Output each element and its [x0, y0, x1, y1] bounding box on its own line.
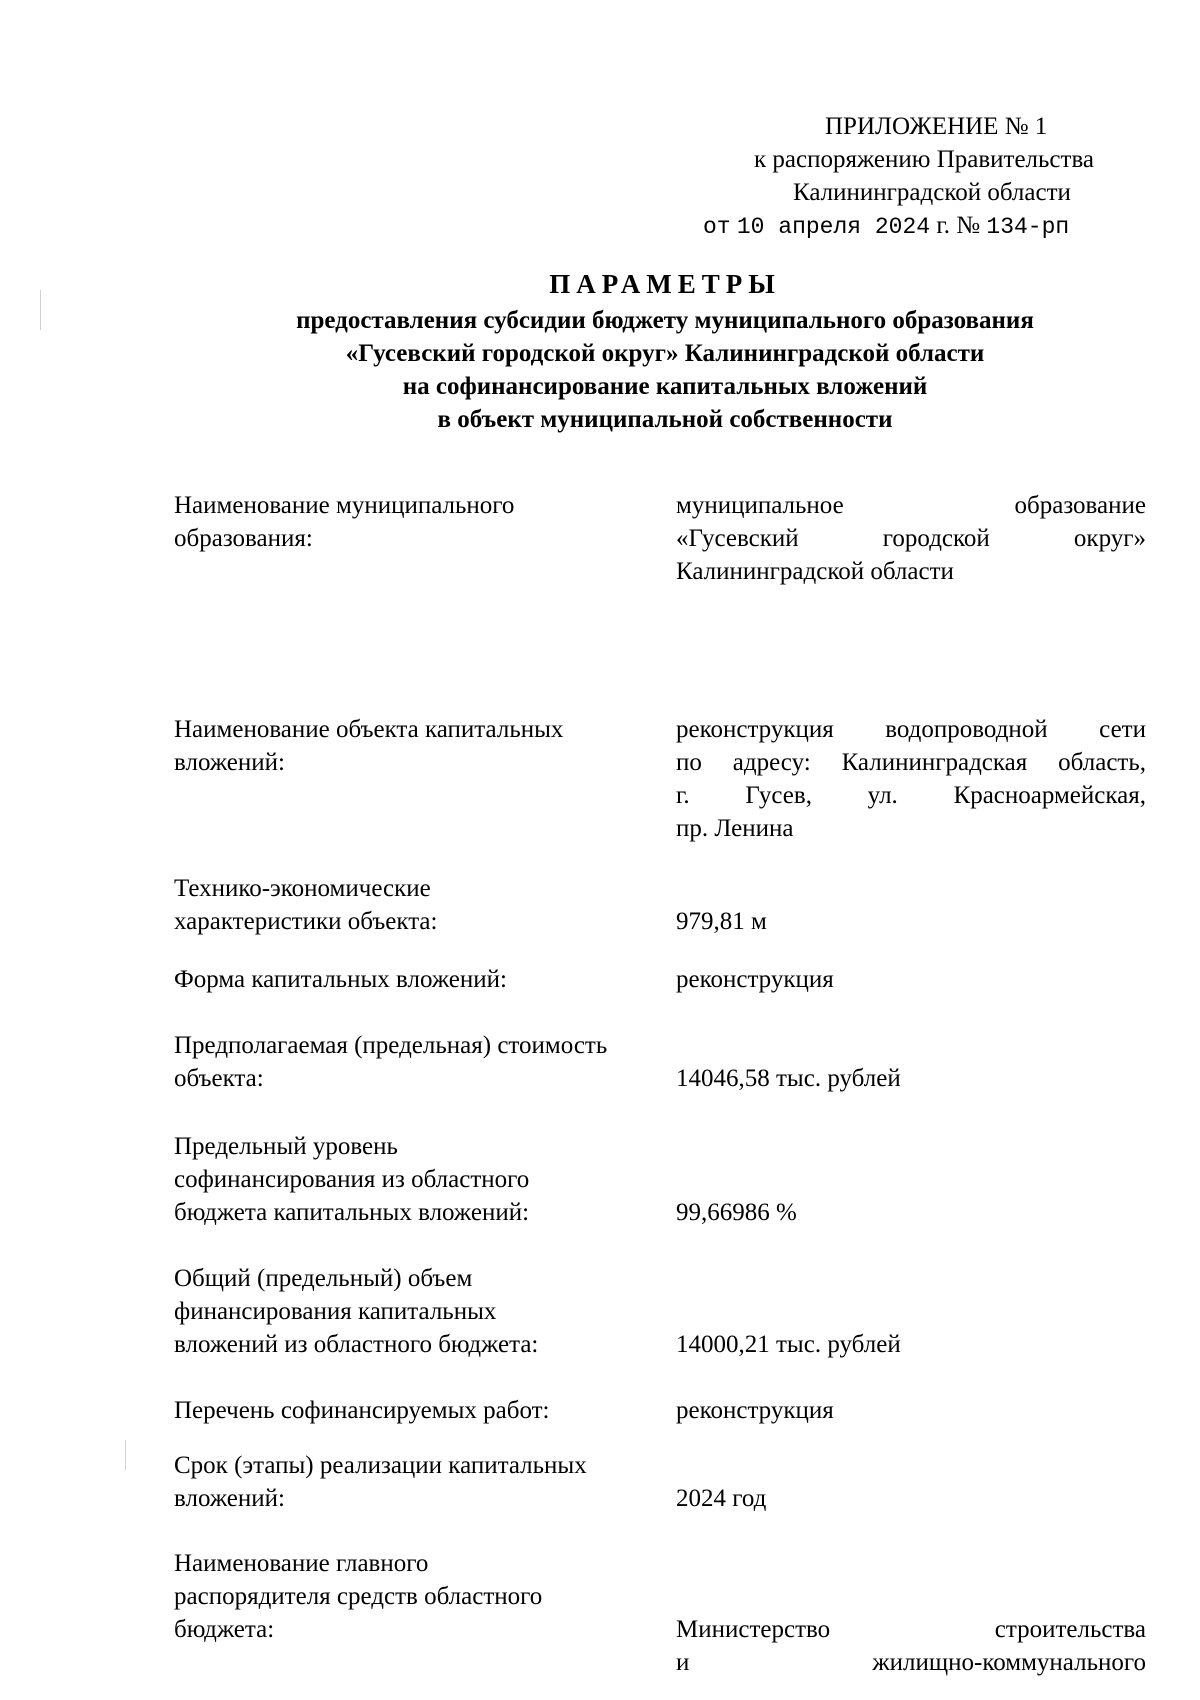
- label-line: финансирования капитальных: [174, 1298, 497, 1325]
- label-line: вложений из областного бюджета:: [174, 1331, 539, 1358]
- document-number: 134-рп: [986, 214, 1070, 240]
- label-line: Наименование объекта капитальных: [174, 716, 564, 743]
- date-prefix: от: [703, 214, 731, 240]
- value-line: муниципальное образование: [676, 492, 1146, 519]
- date-value: 10 апреля 2024: [736, 214, 931, 240]
- value-line: по адресу: Калининградская область,: [676, 749, 1146, 776]
- label-line: бюджета:: [174, 1616, 275, 1643]
- label-line: объекта:: [174, 1065, 264, 1092]
- value-line: пр. Ленина: [676, 815, 794, 842]
- label-line: вложений:: [174, 749, 285, 776]
- parameter-row-chief-administrator: [174, 1547, 1154, 1676]
- label-line: Предполагаемая (предельная) стоимость: [174, 1032, 608, 1059]
- value-line: Министерство строительства: [676, 1616, 1146, 1643]
- parameter-value: [674, 1394, 1146, 1427]
- parameter-label: [174, 1394, 674, 1427]
- parameter-label: [174, 872, 674, 938]
- parameter-row-implementation-period: [174, 1449, 1154, 1515]
- parameter-value: [674, 1196, 1146, 1229]
- value-line: Калининградской области: [676, 558, 954, 585]
- value-line: 2024 год: [676, 1485, 767, 1512]
- label-line: Технико-экономические: [174, 875, 431, 902]
- parameter-value: [674, 489, 1146, 588]
- parameter-label: [174, 1547, 674, 1646]
- value-line: г. Гусев, ул. Красноармейская,: [676, 782, 1146, 809]
- value-line: реконструкция: [676, 966, 834, 993]
- parameter-row-funding-volume: [174, 1262, 1154, 1361]
- appendix-date-line: [700, 209, 1140, 244]
- parameter-value: [674, 1328, 1146, 1361]
- title-line-1: предоставления субсидии бюджету муниципального образования: [296, 307, 1034, 334]
- parameter-value: [674, 1613, 1146, 1679]
- parameter-value: [674, 905, 1146, 938]
- parameter-value: [674, 963, 1146, 996]
- parameter-label: [174, 489, 674, 555]
- parameter-row-cofinancing-level: [174, 1130, 1154, 1229]
- parameter-label: [174, 1262, 674, 1361]
- parameter-value: [674, 1062, 1146, 1095]
- parameter-row-works-list: [174, 1394, 1154, 1427]
- appendix-header: [700, 110, 1140, 244]
- parameters-list: [174, 456, 1154, 1676]
- label-line: Предельный уровень: [174, 1133, 398, 1160]
- title-line-2: «Гусевский городской округ» Калининградской области: [345, 340, 985, 367]
- value-line: и жилищно-коммунального: [676, 1649, 1146, 1676]
- label-line: Срок (этапы) реализации капитальных: [174, 1452, 587, 1479]
- label-line: Наименование главного: [174, 1550, 429, 1577]
- label-line: характеристики объекта:: [174, 908, 438, 935]
- value-line: 99,66986 %: [676, 1199, 797, 1226]
- parameter-row-estimated-cost: [174, 1029, 1154, 1095]
- label-line: вложений:: [174, 1485, 285, 1512]
- label-line: Общий (предельный) объем: [174, 1265, 473, 1292]
- parameter-row-investment-form: [174, 963, 1154, 996]
- label-line: Форма капитальных вложений:: [174, 966, 507, 993]
- value-line: 14046,58 тыс. рублей: [676, 1065, 901, 1092]
- parameter-label: [174, 713, 674, 779]
- label-line: распорядителя средств областного: [174, 1583, 543, 1610]
- label-line: Наименование муниципального: [174, 492, 515, 519]
- appendix-region: Калининградской области: [793, 179, 1071, 206]
- value-line: 979,81 м: [676, 908, 767, 935]
- value-line: реконструкция водопроводной сети: [676, 716, 1146, 743]
- scan-artifact-line: [40, 290, 41, 330]
- document-title: ПАРАМЕТРЫ: [549, 269, 781, 299]
- parameter-row-municipality: [174, 456, 1154, 585]
- value-line: «Гусевский городской округ»: [676, 525, 1146, 552]
- title-line-3: на софинансирование капитальных вложений: [402, 373, 928, 400]
- parameter-label: [174, 1130, 674, 1229]
- label-line: Перечень софинансируемых работ:: [174, 1397, 550, 1424]
- label-line: бюджета капитальных вложений:: [174, 1199, 530, 1226]
- parameter-row-characteristics: [174, 872, 1154, 938]
- title-line-4: в объект муниципальной собственности: [437, 406, 893, 433]
- parameter-row-object-name: [174, 647, 1154, 842]
- appendix-reference: к распоряжению Правительства: [754, 146, 1095, 173]
- parameter-value: [674, 1482, 1146, 1515]
- appendix-title: ПРИЛОЖЕНИЕ № 1: [825, 113, 1048, 140]
- label-line: софинансирования из областного: [174, 1166, 530, 1193]
- document-title-block: [0, 268, 1200, 436]
- scan-artifact-line: [125, 1440, 126, 1470]
- date-year-suffix: г. №: [936, 212, 981, 239]
- parameter-label: [174, 963, 674, 996]
- value-line: 14000,21 тыс. рублей: [676, 1331, 901, 1358]
- parameter-label: [174, 1449, 674, 1515]
- label-line: образования:: [174, 525, 313, 552]
- parameter-label: [174, 1029, 674, 1095]
- parameter-value: [674, 713, 1146, 845]
- value-line: реконструкция: [676, 1397, 834, 1424]
